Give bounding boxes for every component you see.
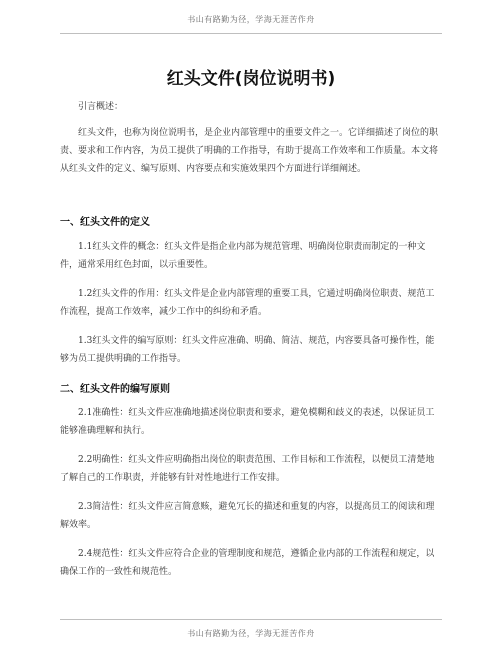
section-2-paragraph-4: 2.4规范性：红头文件应符合企业的管理制度和规范，遵循企业内部的工作流程和规定，以确保工作的一致性和规范性。 — [60, 549, 435, 577]
section-1-paragraph-1: 1.1红头文件的概念：红头文件是指企业内部为规范管理、明确岗位职责而制定的一种文件，通常采用红色封面，以示重要性。 — [60, 242, 426, 270]
footer-divider — [60, 619, 442, 620]
document-title: 红头文件(岗位说明书) — [166, 69, 336, 89]
section-2-paragraph-2: 2.2明确性：红头文件应明确指出岗位的职责范围、工作目标和工作流程，以便员工清楚地了解自己的工作职责，并能够有针对性地进行工作安排。 — [60, 455, 435, 483]
section-2-paragraph-1: 2.1准确性：红头文件应准确地描述岗位职责和要求，避免模糊和歧义的表述，以保证员工能够准确理解和执行。 — [60, 408, 435, 436]
header-divider — [60, 33, 442, 34]
page-footer: 书山有路勤为径，学海无涯苦作舟 — [187, 629, 315, 638]
section-heading-1: 一、红头文件的定义 — [60, 217, 150, 228]
section-1-paragraph-2: 1.2红头文件的作用：红头文件是企业内部管理的重要工具，它通过明确岗位职责、规范工作流程，提高工作效率，减少工作中的纠纷和矛盾。 — [60, 289, 435, 317]
page-header: 书山有路勤为径，学海无涯苦作舟 — [187, 15, 315, 24]
intro-paragraph: 红头文件，也称为岗位说明书，是企业内部管理中的重要文件之一。它详细描述了岗位的职责、要求和工作内容，为员工提供了明确的工作指导，有助于提高工作效率和工作质量。本文将从红头文件的定义、编写原则、内容要点和实施效果四个方面进行详细阐述。 — [60, 128, 439, 174]
section-heading-2: 二、红头文件的编写原则 — [60, 384, 170, 395]
intro-label: 引言概述： — [78, 102, 124, 112]
section-2-paragraph-3: 2.3简洁性：红头文件应言简意赅，避免冗长的描述和重复的内容，以提高员工的阅读和理解效率。 — [60, 502, 435, 530]
section-1-paragraph-3: 1.3红头文件的编写原则：红头文件应准确、明确、简洁、规范，内容要具备可操作性，能够为员工提供明确的工作指导。 — [60, 336, 435, 364]
